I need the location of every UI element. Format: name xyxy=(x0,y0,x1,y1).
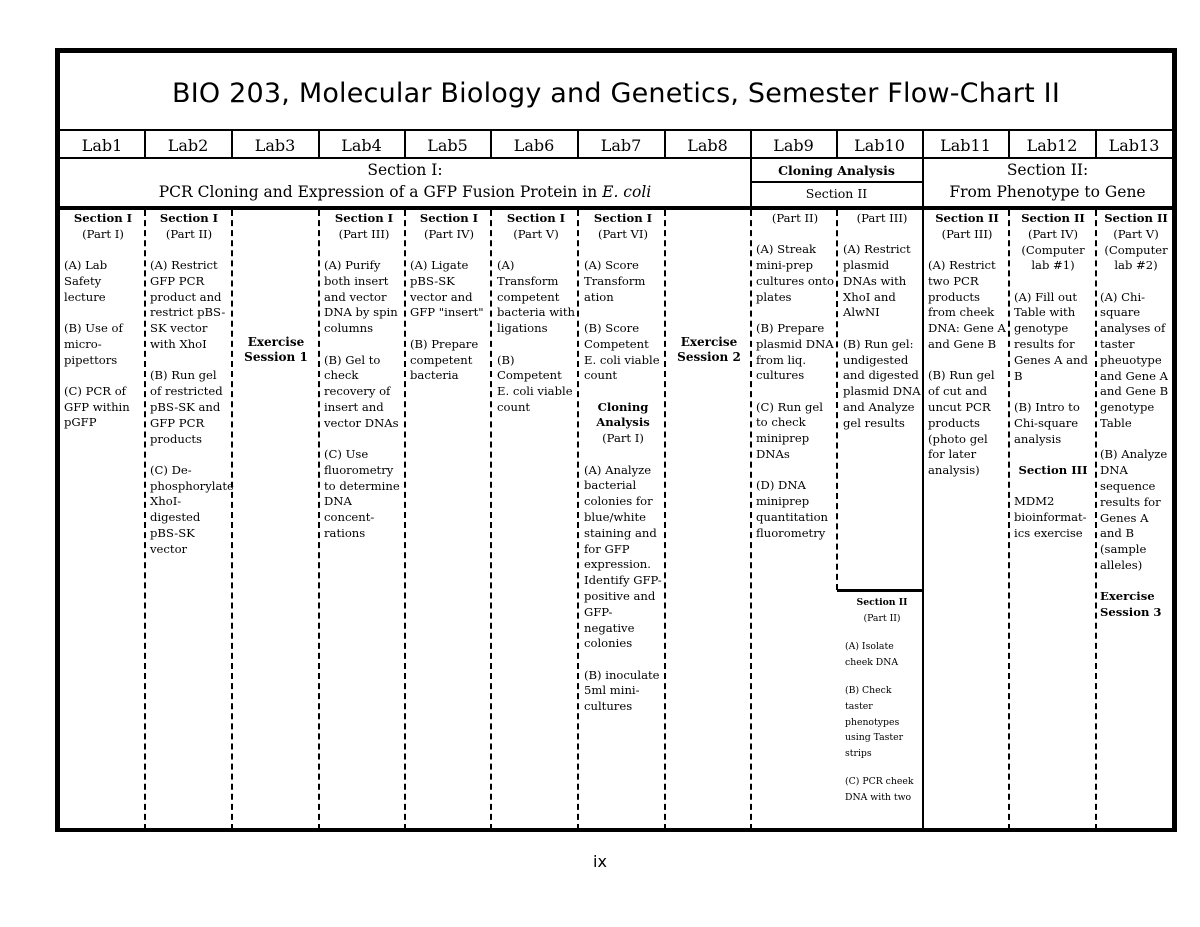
step-text: (B) Score Competent E. coli viable count xyxy=(584,320,660,383)
step-text: (A) Chi-square analyses of taster pheuotype and Gene A and Gene B genotype Table xyxy=(1100,289,1169,431)
step-text: (A) Lab Safety lecture xyxy=(64,258,108,304)
column-divider xyxy=(318,210,320,830)
part-label: (Part VI) xyxy=(597,226,649,241)
section-label: Section I xyxy=(159,211,219,225)
step-text: (D) DNA miniprep quantitation fluorometry xyxy=(756,478,829,540)
part-label: (Part IV) xyxy=(1027,226,1079,241)
lab-header: Lab13 xyxy=(1108,136,1160,155)
lab4-content xyxy=(324,211,404,557)
step-text: (B) Analyze DNA sequence results for Genes A and B (sample alleles) xyxy=(1100,447,1168,572)
lab-header: Lab9 xyxy=(773,136,814,155)
section-heading: Section II: xyxy=(1006,161,1089,179)
part-label: (Part II) xyxy=(771,211,819,225)
step-text: (A) Restrict two PCR products from cheek DNA: Gene A and Gene B xyxy=(928,258,1006,352)
section-label: Section III xyxy=(1018,462,1088,477)
part-label: (Part I) xyxy=(82,226,124,241)
part-label: (Computer lab #2) xyxy=(1104,242,1168,273)
lab13-content xyxy=(1100,211,1172,636)
part-label: (Part II) xyxy=(863,612,901,624)
part-label: (Part III) xyxy=(338,226,390,241)
divider xyxy=(837,589,923,592)
step-text: (A) Purify both insert and vector DNA by spin columns xyxy=(324,258,398,336)
column-divider xyxy=(750,210,752,830)
lab2-content xyxy=(150,211,234,573)
lab-header: Lab3 xyxy=(254,136,296,155)
column-divider xyxy=(577,210,579,830)
step-text: (C) PCR of GFP within pGFP xyxy=(64,383,130,430)
section-heading: Section I: xyxy=(367,161,443,179)
section-label: Section I xyxy=(593,211,653,225)
lab10-content xyxy=(843,211,921,447)
column-divider xyxy=(1095,210,1097,830)
column-divider xyxy=(404,210,406,830)
section-label: Section II xyxy=(856,597,908,608)
lab-header: Lab11 xyxy=(940,136,991,155)
lab-header: Lab8 xyxy=(687,136,728,155)
part-label: (Part V) xyxy=(1113,226,1159,241)
part-label: (Part II) xyxy=(165,226,213,241)
lab-header: Lab12 xyxy=(1026,136,1078,155)
lab12-content xyxy=(1014,211,1092,557)
part-label: (Part V) xyxy=(513,226,559,241)
divider xyxy=(60,206,1172,210)
lab-header: Lab5 xyxy=(427,136,468,155)
lab10-section2-content xyxy=(845,595,919,819)
step-text: (C) Use fluorometry to determine DNA concent-rations xyxy=(324,447,400,541)
part-label: (Part III) xyxy=(856,211,908,225)
lab-header: Lab1 xyxy=(81,136,123,155)
part-label: (Part III) xyxy=(941,226,993,241)
chart-title: BIO 203, Molecular Biology and Genetics, Semester Flow-Chart II xyxy=(172,78,1060,109)
lab11-content xyxy=(928,211,1006,494)
column-divider xyxy=(1008,210,1010,830)
page-number: ix xyxy=(593,852,607,871)
step-text: (B) Run gel of cut and uncut PCR products (photo gel for later analysis) xyxy=(928,368,995,478)
step-text: (B) Prepare plasmid DNA from liq. cultures xyxy=(756,320,834,383)
cloning-analysis-label: Cloning xyxy=(597,399,649,414)
lab-header: Lab10 xyxy=(854,136,905,155)
exercise-session: Exercise Session 1 xyxy=(244,335,308,364)
lab9-content xyxy=(756,211,834,557)
divider xyxy=(60,129,1172,131)
step-text: (A) Isolate cheek DNA xyxy=(845,641,899,668)
step-text: (A) Fill out Table with genotype results for Genes A and B xyxy=(1014,289,1088,383)
lab-header: Lab4 xyxy=(341,136,382,155)
step-text: (A) Ligate pBS-SK vector and GFP "insert" xyxy=(410,258,484,320)
column-divider xyxy=(231,210,233,830)
column-divider xyxy=(144,210,146,830)
step-text: (A) Score Transform ation xyxy=(584,258,646,304)
lab7-content xyxy=(584,211,662,731)
section-subheading: PCR Cloning and Expression of a GFP Fusion Protein in E. coli xyxy=(158,183,652,201)
step-text: (B) Competent E. coli viable count xyxy=(497,352,573,414)
step-text: (A) Restrict plasmid DNAs with XhoI and AlwNI xyxy=(843,242,911,320)
section-label: Section I xyxy=(334,211,394,225)
part-label: (Part IV) xyxy=(423,226,475,241)
step-text: (A) Restrict GFP PCR product and restrict pBS-SK vector with XhoI xyxy=(150,258,226,352)
section-label: Section I xyxy=(419,211,479,225)
lab-header: Lab6 xyxy=(513,136,555,155)
section-label: Section I xyxy=(73,211,133,225)
lab1-content xyxy=(64,211,142,447)
flow-chart-frame xyxy=(55,48,1177,832)
step-text: (B) inoculate 5ml mini-cultures xyxy=(584,667,660,714)
column-divider xyxy=(922,210,924,830)
step-text: (B) Use of micro-pipettors xyxy=(64,320,123,367)
lab5-content xyxy=(410,211,488,400)
step-text: (B) Gel to check recovery of insert and vector DNAs xyxy=(324,352,399,430)
part-label: (Part I) xyxy=(602,431,644,446)
part-label: (Computer lab #1) xyxy=(1021,242,1085,273)
column-divider xyxy=(490,210,492,830)
step-text: (B) Check taster phenotypes using Taster strips xyxy=(845,685,904,759)
exercise-session: Exercise Session 2 xyxy=(677,335,741,364)
section-label: Section II xyxy=(1021,211,1085,225)
section-label: Section I xyxy=(506,211,566,225)
step-text: (B) Prepare competent bacteria xyxy=(410,336,479,383)
step-text: (B) Run gel: undigested and digested plasmid DNA and Analyze gel results xyxy=(843,336,921,430)
step-text: (A) Transform competent bacteria with ligations xyxy=(497,258,575,336)
step-text: (C) Run gel to check miniprep DNAs xyxy=(756,399,823,462)
section-subheading: From Phenotype to Gene xyxy=(949,183,1146,201)
divider xyxy=(750,181,922,183)
step-text: (A) Analyze bacterial colonies for blue/white staining and for GFP expression. Identify GFP-positive and GFP-negative colonies xyxy=(584,462,662,651)
step-text: (C) PCR cheek DNA with two xyxy=(845,776,914,803)
step-text: MDM2 bioinformat-ics exercise xyxy=(1014,494,1087,540)
column-divider xyxy=(664,210,666,830)
exercise-session: Exercise Session 3 xyxy=(1100,589,1162,620)
column-divider xyxy=(836,210,838,590)
lab6-content xyxy=(497,211,575,431)
lab-header: Lab7 xyxy=(600,136,642,155)
step-text: (C) De-phosphorylate XhoI-digested pBS-SK vector xyxy=(150,462,234,556)
step-text: (B) Run gel of restricted pBS-SK and GFP PCR products xyxy=(150,368,223,446)
section-label: Section II xyxy=(935,211,999,225)
step-text: (B) Intro to Chi-square analysis xyxy=(1014,399,1080,446)
cloning-analysis-label: Analysis xyxy=(596,415,650,430)
cloning-analysis-heading: Cloning Analysis xyxy=(778,163,895,178)
step-text: (A) Streak mini-prep cultures onto plates xyxy=(756,242,834,304)
cloning-analysis-subheading: Section II xyxy=(805,186,868,201)
lab-header: Lab2 xyxy=(167,136,209,155)
section-label: Section II xyxy=(1104,211,1168,225)
